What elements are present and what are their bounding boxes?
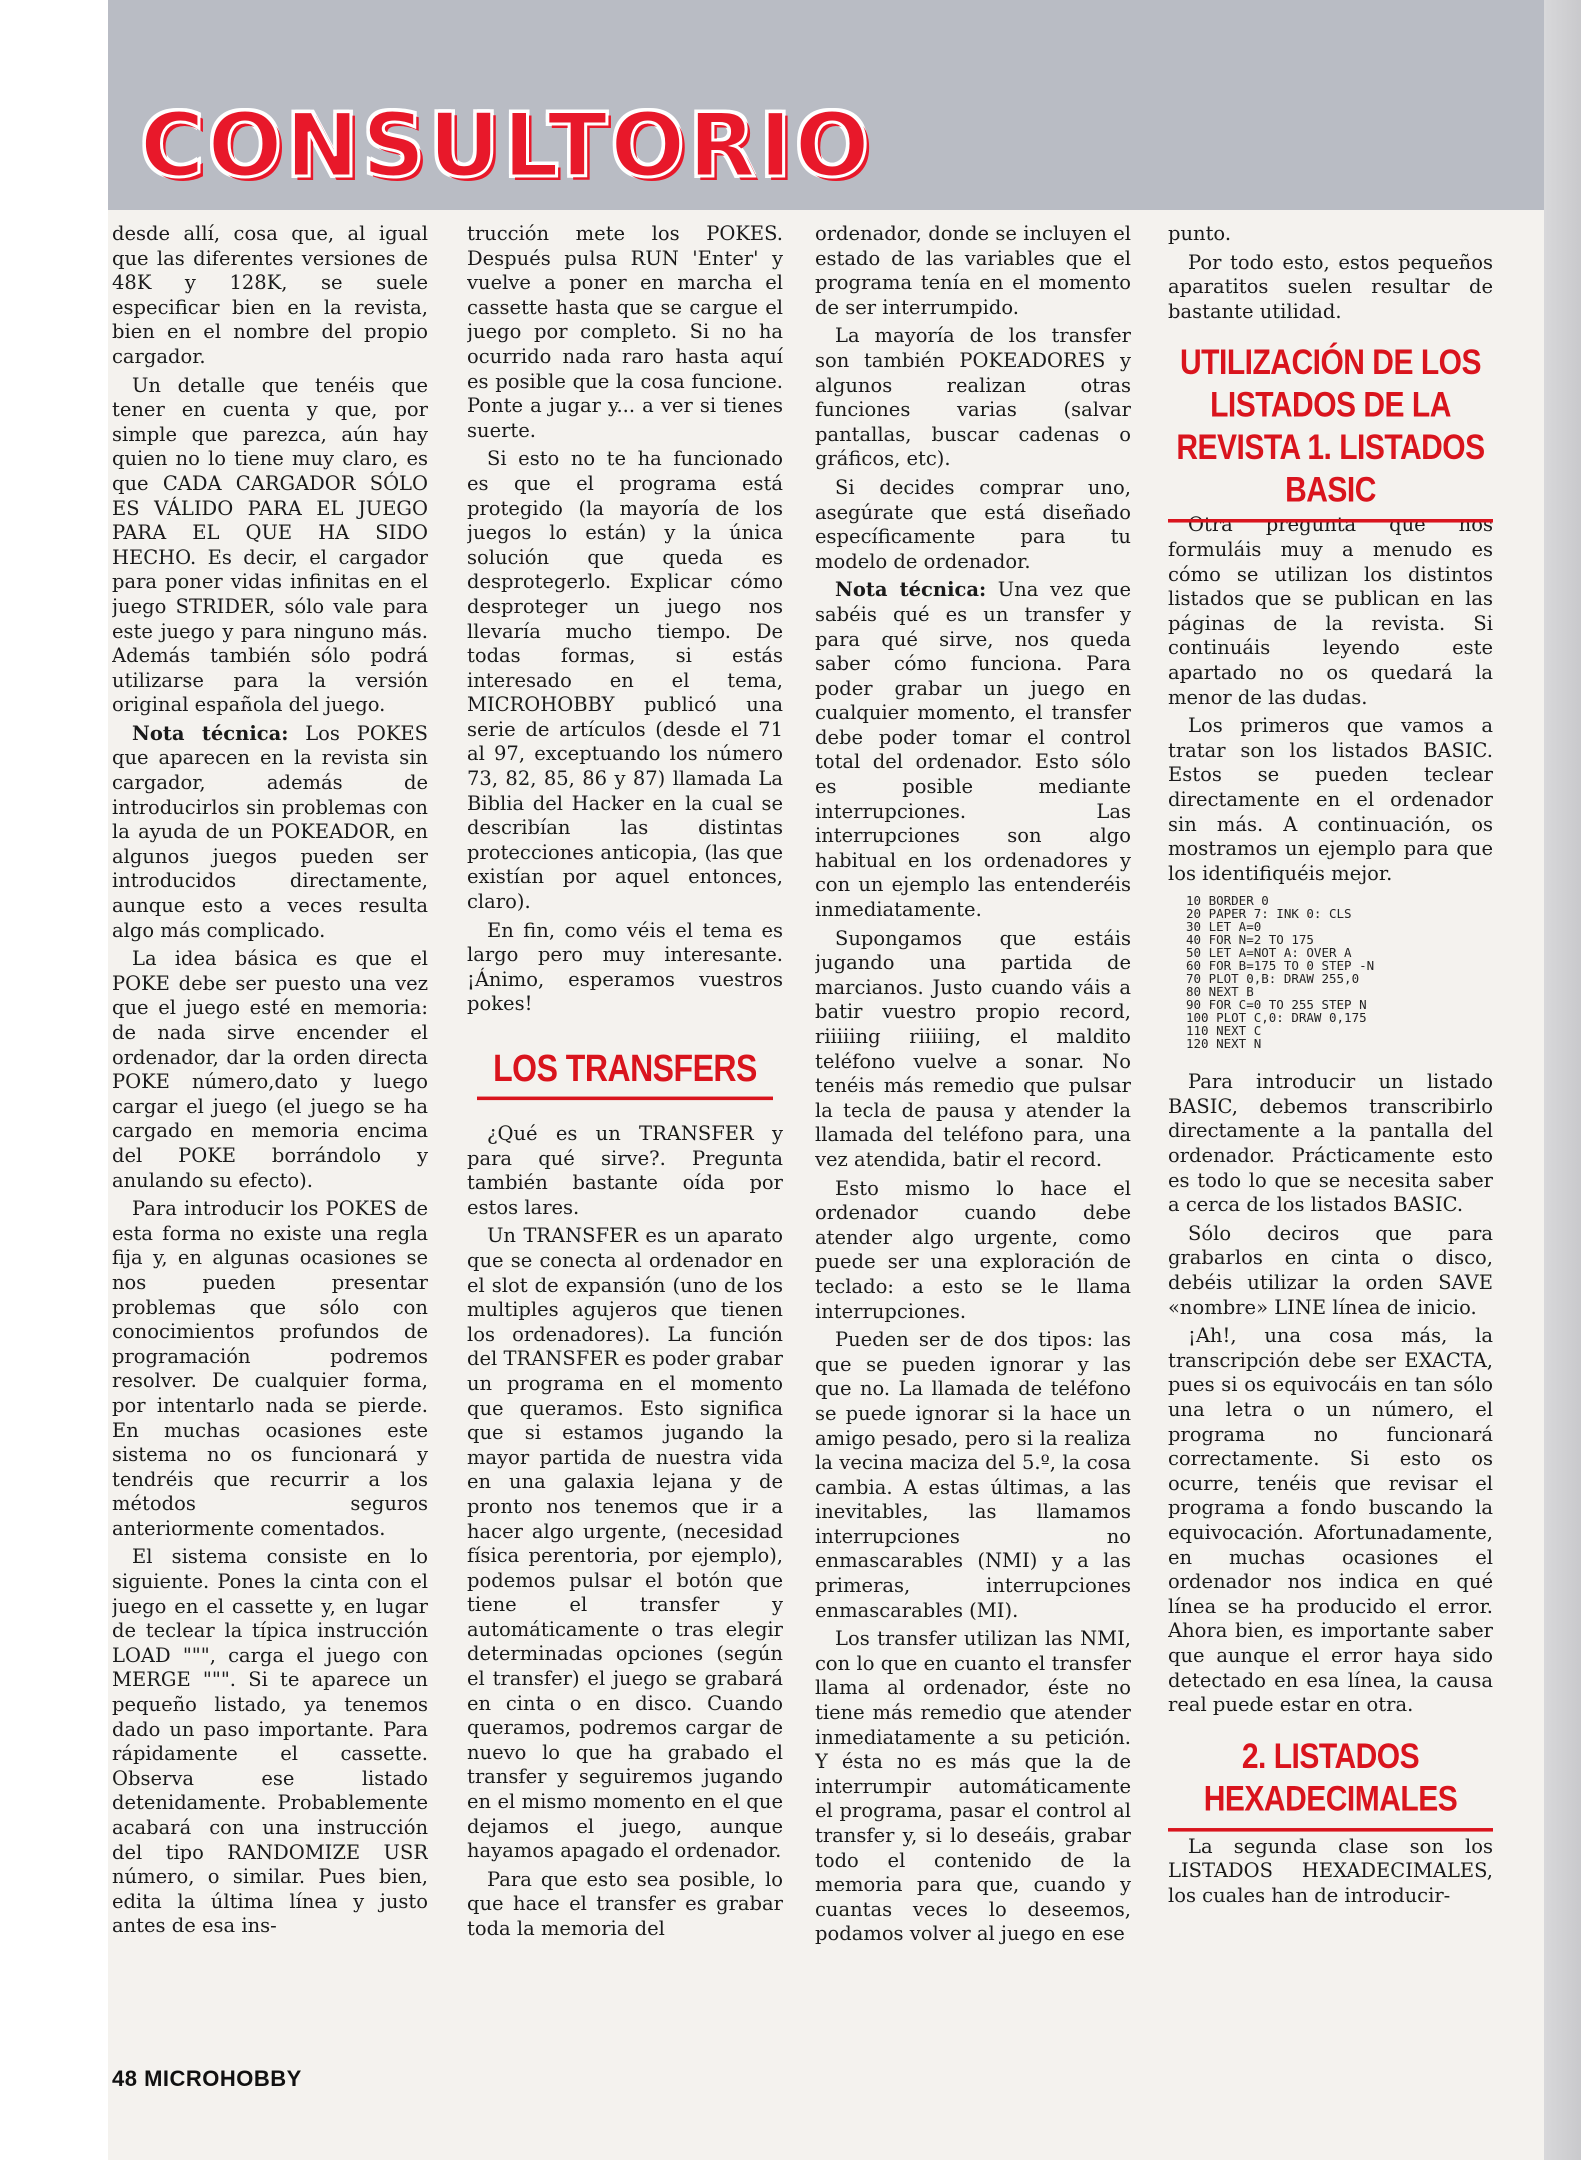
paragraph: Un detalle que tenéis que tener en cuenta y que, por simple que parezca, aún hay quien no lo tiene muy claro, es que CADA CARGADOR SÓLO ES VÁLIDO PARA EL JUEGO PARA EL QUE HA SIDO HECHO. Es decir, el cargador para poner vidas infinitas en el juego STRIDER, sólo vale para este juego y para ninguno más. Además también sólo podrá utilizarse para la versión original española del juego.	[112, 373, 428, 717]
paragraph: ordenador, donde se incluyen el estado de las variables que el programa tenía en el momento de ser interrumpido.	[815, 222, 1131, 319]
paragraph: punto.	[1168, 222, 1232, 245]
subhead-listados-basic: UTILIZACIÓN DE LOS LISTADOS DE LA REVISTA 1. LISTADOS BASIC	[1168, 342, 1493, 523]
paragraph: El sistema consiste en lo siguiente. Pones la cinta con el juego en el cassette y, en lugar de teclear la típica instrucción LOAD """, carga el juego con MERGE """. Si te aparece un pequeño listado, ya tenemos dado un paso importante. Para rápidamente el cassette. Observa ese listado detenidamente. Probablemente acabará con una instrucción del tipo RANDOMIZE USR número, o similar. Pues bien, edita la última línea y justo antes de esa ins-	[112, 1545, 428, 1938]
paragraph: En fin, como véis el tema es largo pero muy interesante. ¡Ánimo, esperamos vuestros pokes!	[467, 918, 783, 1016]
note-text: Los POKES que aparecen en la revista sin cargador, además de introducirlos sin problemas con la ayuda de un POKEADOR, en algunos juegos pueden ser introducidos directamente, aunque esto a veces resulta algo más complicado.	[112, 721, 428, 942]
subhead-transfers: LOS TRANSFERS	[477, 1047, 773, 1100]
note-label: Nota técnica:	[132, 721, 289, 745]
paragraph: Para introducir un listado BASIC, debemos transcribirlo directamente a la pantalla del ordenador. Prácticamente esto es todo lo que se necesita saber a cerca de los listados BASIC.	[1168, 1070, 1493, 1217]
paragraph: Pueden ser de dos tipos: las que se pueden ignorar y las que no. La llamada de teléfono se puede ignorar si la hace un amigo pesado, pero si la realiza la vecina maciza del 5.º, la cosa cambia. A estas últimas, a las inevitables, las llamamos interrupciones no enmascarables (NMI) y a las primeras, interrupciones enmascarables (MI).	[815, 1328, 1131, 1622]
column-3	[815, 222, 1131, 2052]
paragraph: Otra pregunta que nos formuláis muy a menudo es cómo se utilizan los distintos listados que se publican en las páginas de la revista. Si continuáis leyendo este apartado no os quedará la menor de las dudas.	[1168, 513, 1493, 709]
column-4	[1168, 222, 1493, 2052]
paragraph: Sólo deciros que para grabarlos en cinta o disco, debéis utilizar la orden SAVE «nombre» LINE línea de inicio.	[1168, 1221, 1493, 1319]
paragraph: La mayoría de los transfer son también POKEADORES y algunos realizan otras funciones varias (salvar pantallas, buscar cadenas o gráficos, etc).	[815, 324, 1131, 471]
paragraph: Por todo esto, estos pequeños aparatitos suelen resultar de bastante utilidad.	[1168, 250, 1493, 323]
paragraph: La segunda clase son los LISTADOS HEXADECIMALES, los cuales han de introducir-	[1168, 1834, 1493, 1907]
basic-code-listing: 10 BORDER 0 20 PAPER 7: INK 0: CLS 30 LET A=0 40 FOR N=2 TO 175 50 LET A=NOT A: OVER A 60 FOR B=175 TO 0 STEP -N 70 PLOT 0,B: DRAW 255,0 80 NEXT B 90 FOR C=0 TO 255 STEP N 100 PLOT C,0: DRAW 0,175 110 NEXT C 120 NEXT N	[1186, 893, 1375, 1052]
note-text: Una vez que sabéis qué es un transfer y para qué sirve, nos queda saber cómo funciona. Para poder grabar un juego en cualquier momento, el transfer debe poder tomar el control total del ordenador. Esto sólo es posible mediante interrupciones. Las interrupciones son algo habitual en los ordenadores y con un ejemplo las entenderéis inmediatamente.	[815, 578, 1131, 922]
paragraph: desde allí, cosa que, al igual que las diferentes versiones de 48K y 128K, se suele especificar bien en la revista, bien en el nombre del propio cargador.	[112, 222, 428, 368]
paragraph: La idea básica es que el POKE debe ser puesto una vez que el juego esté en memoria: de nada sirve encender el ordenador, dar la orden directa POKE número,dato y luego cargar el juego (el juego se ha cargado en memoria encima del POKE borrándolo y anulando su efecto).	[112, 947, 428, 1192]
paragraph	[815, 578, 1131, 922]
paragraph: Los transfer utilizan las NMI, con lo que en cuanto el transfer llama al ordenador, éste no tiene más remedio que atender inmediatamente a su petición. Y ésta no es más que la de interrumpir automáticamente el programa, pasar el control al transfer y, si lo deseáis, grabar todo el contenido de la memoria para que, cuando y cuantas veces lo deseemos, podamos volver al juego en ese	[815, 1627, 1131, 1946]
paragraph: ¿Qué es un TRANSFER y para qué sirve?. Pregunta también bastante oída por estos lares.	[467, 1122, 783, 1219]
paragraph: trucción mete los POKES. Después pulsa RUN 'Enter' y vuelve a poner en marcha el cassette hasta que se cargue el juego por completo. Si no ha ocurrido nada raro hasta aquí es posible que la cosa funcione. Ponte a jugar y... a ver si tienes suerte.	[467, 222, 783, 442]
paragraph: Esto mismo lo hace el ordenador cuando debe atender algo urgente, como puede ser una exploración de teclado: a esto se le llama interrupciones.	[815, 1176, 1131, 1323]
paragraph: ¡Ah!, una cosa más, la transcripción debe ser EXACTA, pues si os equivocáis en tan sólo una letra o un número, el programa no funcionará correctamente. Si esto os ocurre, tenéis que revisar el programa a fondo buscando la equivocación. Afortunadamente, en muchas ocasiones el ordenador nos indica en qué línea se ha producido el error. Ahora bien, es importante saber que aunque el error haya sido detectado en esa línea, la causa real puede estar en otra.	[1168, 1324, 1493, 1717]
note-label: Nota técnica:	[835, 578, 987, 602]
column-2	[467, 222, 783, 2052]
subhead-listados-hex: 2. LISTADOS HEXADECIMALES	[1168, 1736, 1493, 1832]
section-title: CONSULTORIO	[140, 94, 873, 197]
column-1	[112, 222, 428, 2052]
paragraph: Un TRANSFER es un aparato que se conecta al ordenador en el slot de expansión (uno de los multiples agujeros que tienen los ordenadores). La función del TRANSFER es poder grabar un programa en el momento que queramos. Esto significa que si estamos jugando la mayor partida de nuestra vida en una galaxia lejana y de pronto nos tenemos que ir a hacer algo urgente, (necesidad física perentoria, por ejemplo), podemos pulsar el botón que tiene el transfer y automáticamente o tras elegir determinadas opciones (según el transfer) el juego se grabará en cinta o en disco. Cuando queramos, podremos cargar de nuevo lo que ha grabado el transfer y seguiremos jugando en el mismo momento en el que dejamos el juego, aunque hayamos apagado el ordenador.	[467, 1224, 783, 1863]
paragraph: Si decides comprar uno, asegúrate que está diseñado específicamente para tu modelo de ordenador.	[815, 475, 1131, 573]
paragraph: Si esto no te ha funcionado es que el programa está protegido (la mayoría de los juegos lo están) y la única solución que queda es desprotegerlo. Explicar cómo desproteger un juego nos llevaría mucho tiempo. De todas formas, si estás interesado en el tema, MICROHOBBY publicó una serie de artículos (desde el 71 al 97, exceptuando los número 73, 82, 85, 86 y 87) llamada La Biblia del Hacker en la cual se describían las distintas protecciones anticopia, (las que existían por aquel entonces, claro).	[467, 447, 783, 914]
paragraph: Para que esto sea posible, lo que hace el transfer es grabar toda la memoria del	[467, 1867, 783, 1940]
paragraph	[112, 722, 428, 943]
paragraph: Los primeros que vamos a tratar son los listados BASIC. Estos se pueden teclear directamente en el ordenador sin más. A continuación, os mostramos un ejemplo para que los identifiquéis mejor.	[1168, 714, 1493, 885]
paragraph: Para introducir los POKES de esta forma no existe una regla fija y, en algunas ocasiones se nos pueden presentar problemas que sólo con conocimientos profundos de programación podremos resolver. De cualquier forma, por intentarlo nada se pierde. En muchas ocasiones este sistema no os funcionará y tendréis que recurrir a los métodos seguros anteriormente comentados.	[112, 1197, 428, 1540]
paragraph: Supongamos que estáis jugando una partida de marcianos. Justo cuando váis a batir vuestro propio record, riiiiing riiiiing, el maldito teléfono vuelve a sonar. No tenéis más remedio que pulsar la tecla de pausa y atender la llamada del teléfono para, una vez atendida, batir el record.	[815, 926, 1131, 1171]
page-footer: 48 MICROHOBBY	[112, 2066, 302, 2091]
